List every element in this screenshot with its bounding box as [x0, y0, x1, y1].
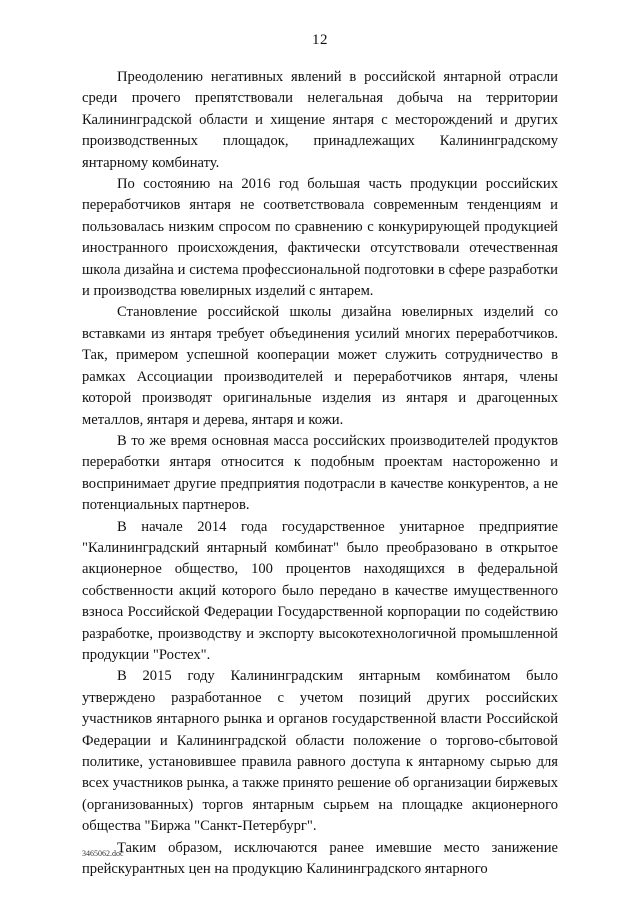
paragraph-illegal-mining: Преодолению негативных явлений в российской янтарной отрасли среди прочего препятствовали нелегальная добыча на территории Калининградской области и хищение янтаря с месторождений и других производственных площадок, принадлежащих Калининградскому янтарному комбинату. — [82, 69, 558, 171]
paragraph-2014-reorganization: В начале 2014 года государственное унитарное предприятие "Калининградский янтарный комбинат" было преобразовано в открытое акционерное общество, 100 процентов находящихся в федеральной собственности акций которого было передано в качестве имущественного взноса Российской Федерации Государственной корпорации по содействию разработке, производству и экспорту высокотехнологичной промышленной продукции "Ростех". — [82, 518, 558, 663]
paragraph-conclusion: Таким образом, исключаются ранее имевшие место занижение прейскурантных цен на продукцию Калининградского янтарного — [82, 839, 558, 878]
paragraph-producers-attitude: В то же время основная масса российских производителей продуктов переработки янтаря относится к подобным проектам настороженно и воспринимает другие предприятия подотрасли в качестве конкурентов, а не потенциальных партнеров. — [82, 432, 558, 514]
page-number: 12 — [312, 32, 328, 48]
document-body — [82, 67, 558, 880]
paragraph-state-2016: По состоянию на 2016 год большая часть продукции российских переработчиков янтаря не соответствовала современным тенденциям и пользовалась низким спросом по сравнению с конкурирующей продукцией иностранного происхождения, фактически отсутствовали отечественная школа дизайна и система профессиональной подготовки в сфере разработки и производства ювелирных изделий с янтарем. — [82, 176, 558, 300]
paragraph-design-school: Становление российской школы дизайна ювелирных изделий со вставками из янтаря требует объединения усилий многих переработчиков. Так, примером успешной кооперации может служить сотрудничество в рамках Ассоциации производителей и переработчиков янтаря, члены которой производят оригинальные изделия из янтаря и драгоценных металлов, янтаря и дерева, янтаря и кожи. — [82, 304, 558, 428]
paragraph-2015-sales-policy: В 2015 году Калининградским янтарным комбинатом было утверждено разработанное с учетом позиций других российских участников янтарного рынка и органов государственной власти Российской Федерации и Калининградской области положение о торгово-сбытовой политике, установившее правила равного доступа к янтарному сырью для всех участников рынка, а также принято решение об организации биржевых (организованных) торгов янтарным сырьем на площадке акционерного общества "Биржа "Санкт-Петербург". — [82, 668, 558, 835]
document-file-code: 3465062.doc — [82, 849, 124, 858]
